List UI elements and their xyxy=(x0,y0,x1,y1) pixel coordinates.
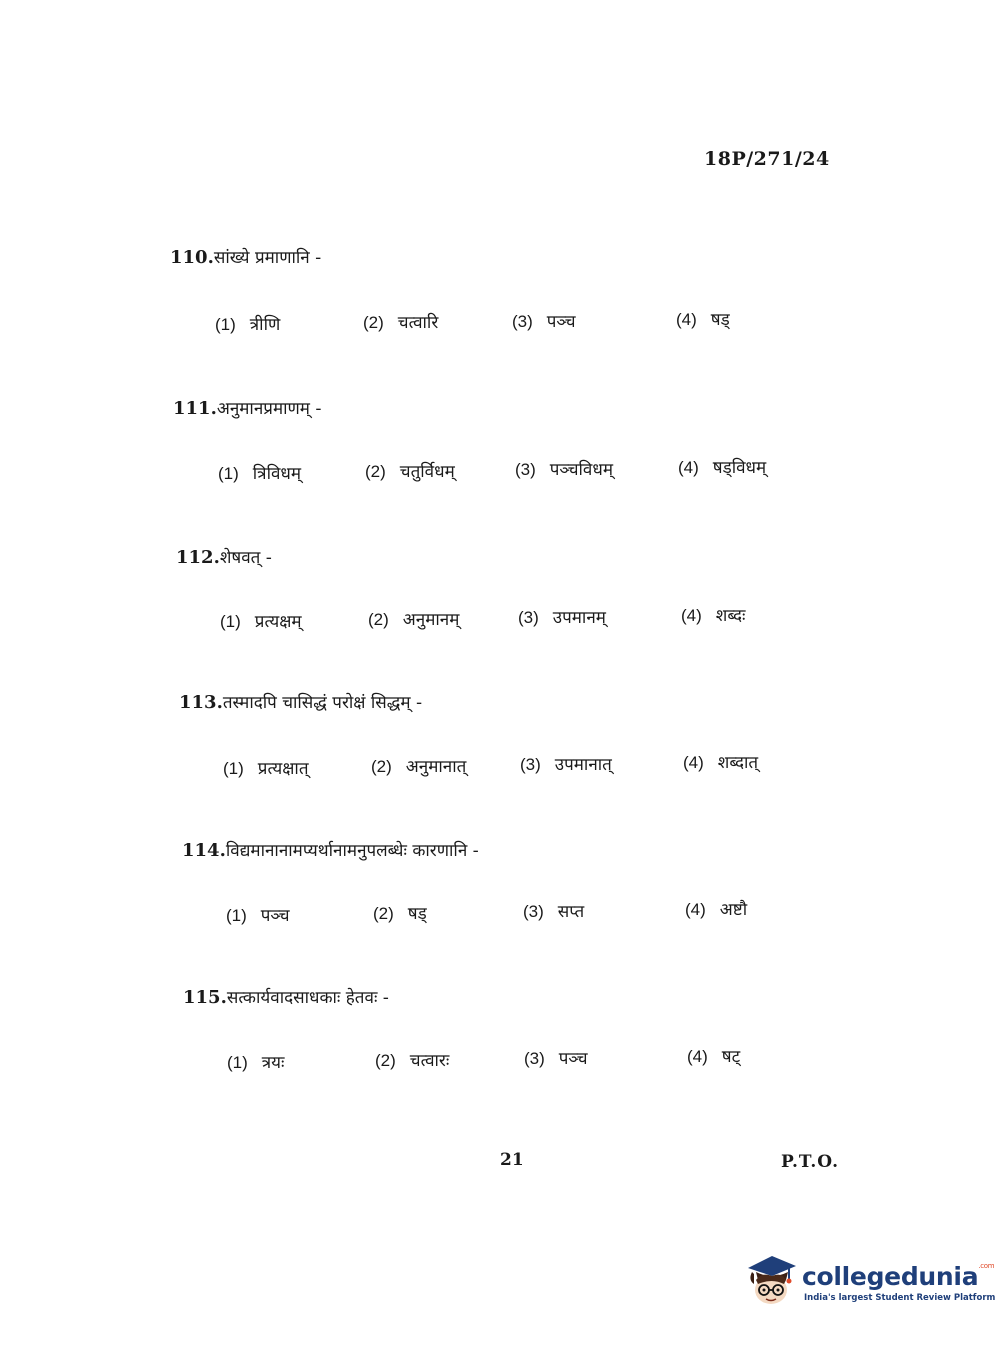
page-number: 21 xyxy=(500,1150,524,1170)
pto-label: P.T.O. xyxy=(781,1152,839,1172)
option-number: (3) xyxy=(512,312,533,331)
option-number: (2) xyxy=(365,462,386,481)
question-stem xyxy=(183,985,389,1008)
option-3 xyxy=(524,1046,588,1069)
question-text: विद्यमानानामप्यर्थानामनुपलब्धेः कारणानि - xyxy=(225,841,479,861)
option-number: (2) xyxy=(371,757,392,776)
option-text: चत्वारि xyxy=(397,313,439,333)
option-3 xyxy=(520,752,612,775)
option-number: (2) xyxy=(373,904,394,923)
option-text: चत्वारः xyxy=(409,1051,450,1071)
option-number: (1) xyxy=(220,612,241,631)
option-text: षड्विधम् xyxy=(712,458,767,478)
option-number: (1) xyxy=(218,464,239,483)
option-2 xyxy=(368,607,459,630)
option-text: पञ्चविधम् xyxy=(549,460,613,480)
option-text: प्रत्यक्षात् xyxy=(257,759,309,779)
option-number: (2) xyxy=(368,610,389,629)
question-number: 115. xyxy=(183,987,227,1008)
option-1 xyxy=(220,609,302,632)
option-text: षड् xyxy=(710,310,730,330)
question-number: 111. xyxy=(173,398,217,419)
option-number: (4) xyxy=(683,753,704,772)
option-1 xyxy=(218,461,301,484)
option-3 xyxy=(523,899,584,922)
option-text: शब्दः xyxy=(715,606,746,626)
option-text: पञ्च xyxy=(558,1049,588,1069)
option-number: (1) xyxy=(215,315,236,334)
option-text: त्रिविधम् xyxy=(252,464,302,484)
question-number: 114. xyxy=(182,840,226,861)
question-text: अनुमानप्रमाणम् - xyxy=(216,399,322,419)
brand-name xyxy=(802,1262,994,1291)
option-4 xyxy=(685,897,747,920)
option-number: (1) xyxy=(227,1053,248,1072)
option-3 xyxy=(512,309,576,332)
question-stem xyxy=(179,690,422,713)
option-number: (1) xyxy=(223,759,244,778)
question-number: 113. xyxy=(179,692,223,713)
option-text: शब्दात् xyxy=(717,753,759,773)
option-number: (4) xyxy=(687,1047,708,1066)
question-stem xyxy=(176,545,272,568)
option-text: षट् xyxy=(721,1047,741,1067)
option-text: उपमानात् xyxy=(554,755,612,775)
question-stem xyxy=(170,245,321,268)
collegedunia-watermark xyxy=(742,1250,996,1310)
option-number: (4) xyxy=(685,900,706,919)
option-text: पञ्च xyxy=(260,906,290,926)
option-2 xyxy=(365,459,455,482)
option-text: त्रयः xyxy=(261,1053,285,1073)
question-number: 112. xyxy=(176,547,220,568)
option-4 xyxy=(687,1044,740,1067)
option-1 xyxy=(227,1050,284,1073)
brand-text: collegedunia xyxy=(802,1262,979,1291)
option-1 xyxy=(226,903,290,926)
option-4 xyxy=(683,750,758,773)
brand-tagline: India's largest Student Review Platform xyxy=(804,1293,996,1303)
option-2 xyxy=(363,310,438,333)
option-text: त्रीणि xyxy=(249,315,281,335)
question-number: 110. xyxy=(170,247,214,268)
option-number: (3) xyxy=(523,902,544,921)
option-2 xyxy=(371,754,466,777)
option-1 xyxy=(223,756,309,779)
option-1 xyxy=(215,312,280,335)
page-code: 18P/271/24 xyxy=(704,148,830,170)
option-number: (3) xyxy=(518,608,539,627)
option-text: चतुर्विधम् xyxy=(399,462,455,482)
question-text: तस्मादपि चासिद्धं परोक्षं सिद्धम् - xyxy=(222,693,423,713)
option-number: (1) xyxy=(226,906,247,925)
option-number: (2) xyxy=(375,1051,396,1070)
option-2 xyxy=(373,901,427,924)
question-text: सांख्ये प्रमाणानि - xyxy=(213,248,322,268)
option-3 xyxy=(518,605,606,628)
option-number: (4) xyxy=(676,310,697,329)
option-number: (4) xyxy=(678,458,699,477)
option-number: (2) xyxy=(363,313,384,332)
student-mascot-icon xyxy=(742,1250,800,1308)
option-4 xyxy=(678,455,766,478)
option-number: (3) xyxy=(520,755,541,774)
option-text: अनुमानम् xyxy=(402,610,460,630)
option-text: प्रत्यक्षम् xyxy=(254,612,302,632)
option-text: अष्टौ xyxy=(719,900,748,920)
option-2 xyxy=(375,1048,449,1071)
question-stem xyxy=(182,838,479,861)
option-3 xyxy=(515,457,613,480)
option-text: अनुमानात् xyxy=(405,757,467,777)
option-number: (4) xyxy=(681,606,702,625)
brand-suffix: .com xyxy=(978,1262,995,1270)
option-4 xyxy=(681,603,745,626)
question-text: शेषवत् - xyxy=(219,548,272,568)
option-number: (3) xyxy=(524,1049,545,1068)
question-text: सत्कार्यवादसाधकाः हेतवः - xyxy=(226,988,389,1008)
option-text: उपमानम् xyxy=(552,608,606,628)
question-stem xyxy=(173,396,322,419)
option-text: सप्त xyxy=(557,902,585,922)
option-text: षड् xyxy=(407,904,427,924)
option-text: पञ्च xyxy=(546,312,576,332)
option-4 xyxy=(676,307,730,330)
option-number: (3) xyxy=(515,460,536,479)
